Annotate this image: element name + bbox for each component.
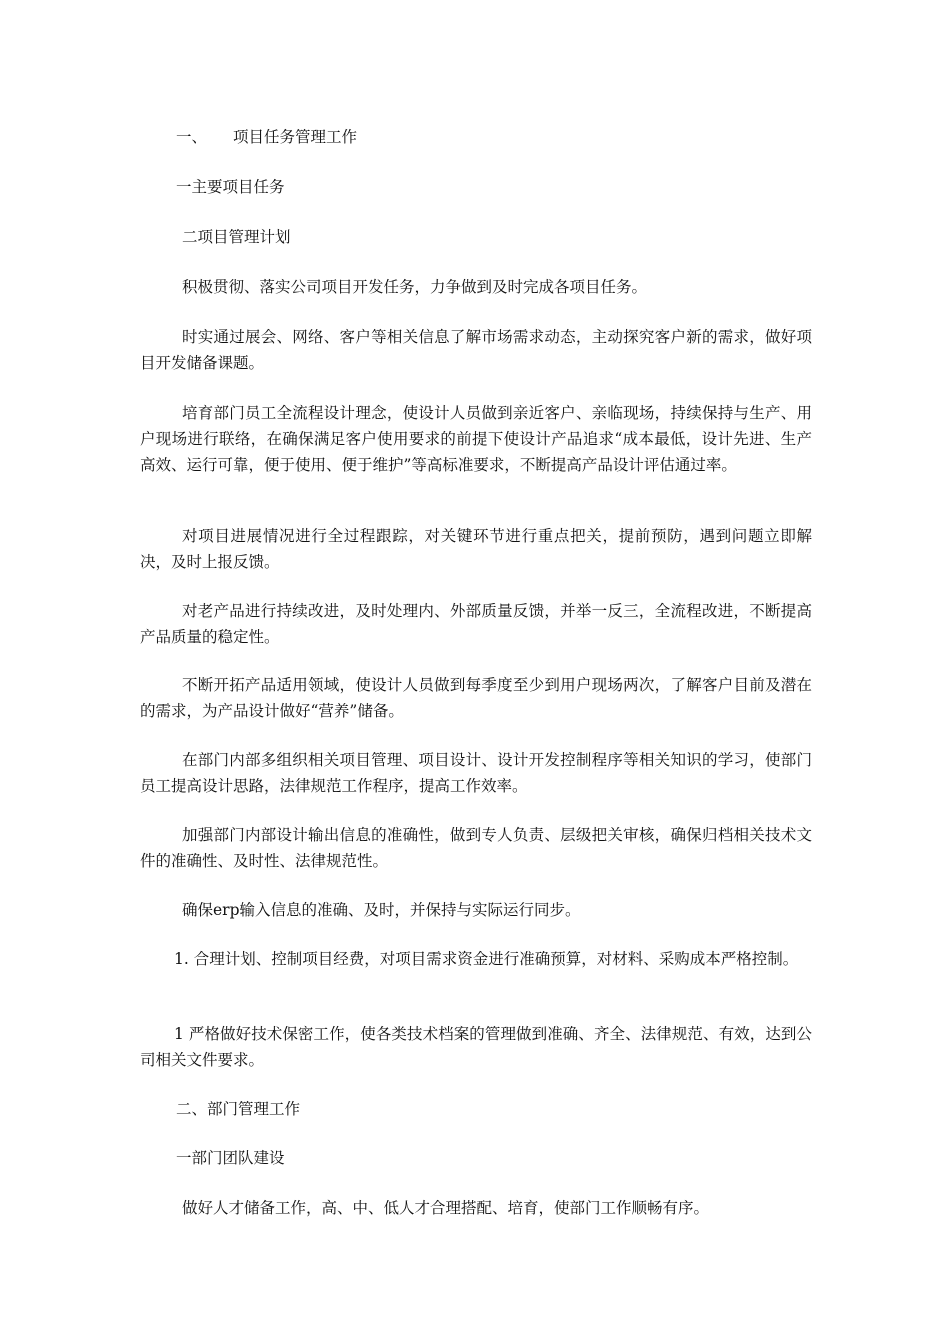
paragraph-5: 对老产品进行持续改进，及时处理内、外部质量反馈，并举一反三，全流程改进，不断提高产品质量的稳定性。 bbox=[140, 602, 812, 646]
paragraph-7: 在部门内部多组织相关项目管理、项目设计、设计开发控制程序等相关知识的学习，使部门员工提高设计思路，法律规范工作程序，提高工作效率。 bbox=[140, 751, 812, 795]
paragraph-6: 不断开拓产品适用领域，使设计人员做到每季度至少到用户现场两次，了解客户目前及潜在的需求，为产品设计做好“营养”储备。 bbox=[140, 676, 812, 720]
paragraph-10: 1. 合理计划、控制项目经费，对项目需求资金进行准确预算，对材料、采购成本严格控制。 bbox=[174, 950, 799, 968]
section-heading-1 bbox=[176, 124, 357, 150]
subheading-main-tasks: 一主要项目任务 bbox=[176, 178, 285, 196]
section-heading-1-marker: 一、 bbox=[176, 128, 208, 146]
subheading-team-building: 一部门团队建设 bbox=[176, 1149, 285, 1167]
section-heading-2: 二、部门管理工作 bbox=[176, 1100, 301, 1118]
paragraph-9: 确保erp输入信息的准确、及时，并保持与实际运行同步。 bbox=[182, 901, 581, 919]
subheading-management-plan: 二项目管理计划 bbox=[182, 228, 291, 246]
paragraph-4: 对项目进展情况进行全过程跟踪，对关键环节进行重点把关，提前预防，遇到问题立即解决，及时上报反馈。 bbox=[140, 527, 812, 571]
paragraph-1: 积极贯彻、落实公司项目开发任务，力争做到及时完成各项目任务。 bbox=[182, 278, 648, 296]
section-heading-1-title: 项目任务管理工作 bbox=[233, 128, 358, 146]
paragraph-11: 1 严格做好技术保密工作，使各类技术档案的管理做到准确、齐全、法律规范、有效，达到公司相关文件要求。 bbox=[140, 1025, 812, 1069]
paragraph-2: 时实通过展会、网络、客户等相关信息了解市场需求动态，主动探究客户新的需求，做好项目开发储备课题。 bbox=[140, 328, 812, 372]
paragraph-8: 加强部门内部设计输出信息的准确性，做到专人负责、层级把关审核，确保归档相关技术文件的准确性、及时性、法律规范性。 bbox=[140, 826, 812, 870]
paragraph-3: 培育部门员工全流程设计理念，使设计人员做到亲近客户、亲临现场，持续保持与生产、用户现场进行联络，在确保满足客户使用要求的前提下使设计产品追求“成本最低，设计先进、生产高效、运行可靠，便于使用、便于维护”等高标准要求，不断提高产品设计评估通过率。 bbox=[140, 404, 812, 474]
paragraph-12: 做好人才储备工作，高、中、低人才合理搭配、培育，使部门工作顺畅有序。 bbox=[182, 1199, 710, 1217]
